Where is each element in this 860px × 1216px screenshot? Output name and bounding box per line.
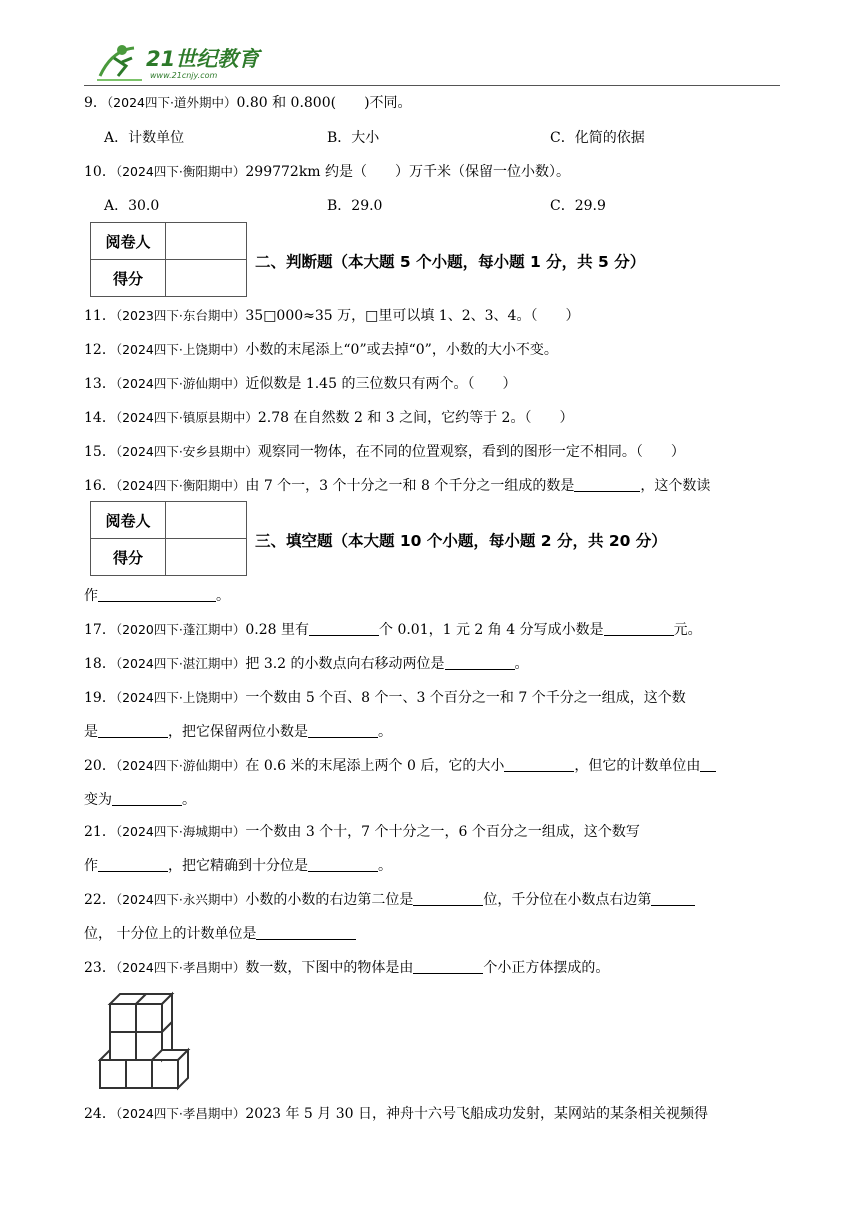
answer-blank[interactable] <box>308 723 378 738</box>
answer-blank[interactable] <box>651 891 695 906</box>
question-23: 23．（2024四下·孝昌期中）数一数，下图中的物体是由 个小正方体摆成的。 <box>84 960 610 976</box>
question-18: 18．（2024四下·湛江期中）把 3.2 的小数点向右移动两位是 。 <box>84 656 529 672</box>
score-label: 得分 <box>91 539 166 576</box>
answer-blank[interactable] <box>700 757 716 772</box>
question-14: 14．（2024四下·镇原县期中）2.78 在自然数 2 和 3 之间，它约等于 2。（ ） <box>84 410 574 426</box>
answer-blank[interactable] <box>98 723 168 738</box>
question-13: 13．（2024四下·游仙期中）近似数是 1.45 的三位数只有两个。（ ） <box>84 376 517 392</box>
question-16-continued: 作 。 <box>84 588 230 604</box>
question-19: 19．（2024四下·上饶期中）一个数由 5 个百、8 个一、3 个百分之一和 7 个千分之一组成，这个数 <box>84 690 686 706</box>
question-11: 11．（2023四下·东台期中）35□000≈35 万，□里可以填 1、2、3、4。（ ） <box>84 308 580 324</box>
q9-option-a: A．计数单位 <box>104 130 185 146</box>
score-label: 得分 <box>91 260 166 297</box>
q9-option-c: C．化简的依据 <box>550 130 645 146</box>
answer-blank[interactable] <box>98 587 216 602</box>
q10-option-a: A．30.0 <box>104 198 160 214</box>
question-20-continued: 变为 。 <box>84 792 196 808</box>
page-header <box>84 38 780 88</box>
q10-option-b: B．29.0 <box>327 198 383 214</box>
reviewer-label: 阅卷人 <box>91 223 166 260</box>
question-20: 20．（2024四下·游仙期中）在 0.6 米的末尾添上两个 0 后，它的大小 ，但它的计数单位由 <box>84 756 784 776</box>
reviewer-cell <box>166 502 247 539</box>
cube-stack-figure <box>98 988 198 1092</box>
answer-blank[interactable] <box>256 925 356 940</box>
reviewer-cell <box>166 223 247 260</box>
question-24: 24．（2024四下·孝昌期中）2023 年 5 月 30 日，神舟十六号飞船成功发射，某网站的某条相关视频得 <box>84 1106 708 1122</box>
score-cell <box>166 260 247 297</box>
answer-blank[interactable] <box>98 857 168 872</box>
question-15: 15．（2024四下·安乡县期中）观察同一物体，在不同的位置观察，看到的图形一定不相同。（ ） <box>84 444 685 460</box>
answer-blank[interactable] <box>308 857 378 872</box>
answer-blank[interactable] <box>445 655 515 670</box>
answer-blank[interactable] <box>574 477 640 492</box>
answer-blank[interactable] <box>504 757 574 772</box>
question-10: 10．（2024四下·衡阳期中）299772km 约是（ ）万千米（保留一位小数）。 <box>84 164 571 180</box>
section-2-title: 二、判断题（本大题 5 个小题，每小题 1 分，共 5 分） <box>255 253 646 271</box>
question-17: 17．（2020四下·蓬江期中）0.28 里有 个 0.01，1 元 2 角 4 分写成小数是 元。 <box>84 622 702 638</box>
grader-table-1 <box>90 222 247 297</box>
answer-blank[interactable] <box>309 621 379 636</box>
section-3-title: 三、填空题（本大题 10 个小题，每小题 2 分，共 20 分） <box>255 532 667 550</box>
answer-blank[interactable] <box>413 891 483 906</box>
answer-blank[interactable] <box>413 959 483 974</box>
question-12: 12．（2024四下·上饶期中）小数的末尾添上“0”或去掉“0”，小数的大小不变。 <box>84 342 558 358</box>
logo-21cnjy <box>92 40 272 82</box>
question-16: 16．（2024四下·衡阳期中）由 7 个一，3 个十分之一和 8 个千分之一组成的数是 ，这个数读 <box>84 478 711 494</box>
q10-option-c: C．29.9 <box>550 198 606 214</box>
logo-text: 21世纪教育 <box>146 47 260 71</box>
answer-blank[interactable] <box>604 621 674 636</box>
q9-option-b: B．大小 <box>327 130 380 146</box>
reviewer-label: 阅卷人 <box>91 502 166 539</box>
question-21: 21．（2024四下·海城期中）一个数由 3 个十，7 个十分之一，6 个百分之一组成，这个数写 <box>84 824 640 840</box>
question-22-continued: 位， 十分位上的计数单位是 <box>84 924 784 944</box>
header-rule <box>84 85 780 86</box>
question-9: 9．（2024四下·道外期中）0.80 和 0.800( )不同。 <box>84 95 412 111</box>
score-cell <box>166 539 247 576</box>
question-21-continued: 作 ，把它精确到十分位是 。 <box>84 858 392 874</box>
logo-url: www.21cnjy.com <box>150 71 218 80</box>
question-19-continued: 是 ，把它保留两位小数是 。 <box>84 724 392 740</box>
question-22: 22．（2024四下·永兴期中）小数的小数的右边第二位是 位，千分位在小数点右边第 <box>84 890 784 910</box>
answer-blank[interactable] <box>112 791 182 806</box>
grader-table-2 <box>90 501 247 576</box>
